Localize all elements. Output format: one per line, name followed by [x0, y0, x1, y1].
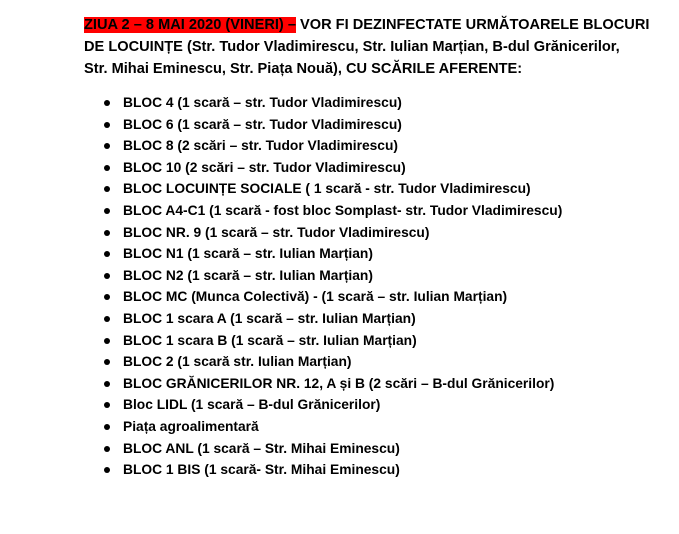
bullet-icon	[104, 165, 110, 171]
bullet-icon	[104, 316, 110, 322]
list-item-text: BLOC 1 scara B (1 scară – str. Iulian Marțian)	[123, 332, 417, 348]
list-item-text: BLOC MC (Munca Colectivă) - (1 scară – str. Iulian Marțian)	[123, 289, 508, 305]
list-item-text: Piața agroalimentară	[123, 418, 259, 434]
list-item-text: BLOC A4-C1 (1 scară - fost bloc Somplast- str. Tudor Vladimirescu)	[123, 202, 563, 218]
bullet-icon	[104, 251, 110, 257]
bullet-icon	[104, 381, 110, 387]
list-item	[0, 200, 562, 222]
list-item	[0, 308, 562, 330]
list-item-text: Bloc LIDL (1 scară – B-dul Grănicerilor)	[123, 397, 381, 413]
bullet-icon	[104, 208, 110, 214]
bullet-icon	[104, 294, 110, 300]
list-item-text: BLOC 10 (2 scări – str. Tudor Vladimirescu)	[123, 159, 406, 175]
bullet-icon	[104, 467, 110, 473]
bullet-icon	[104, 424, 110, 430]
list-item	[0, 157, 562, 179]
bullet-icon	[104, 230, 110, 236]
bullet-icon	[104, 186, 110, 192]
intro-line-1-text: VOR FI DEZINFECTATE URMĂTOARELE BLOCURI	[295, 17, 650, 33]
list-item	[0, 286, 562, 308]
list-item-text: BLOC NR. 9 (1 scară – str. Tudor Vladimirescu)	[123, 224, 430, 240]
bullet-icon	[104, 273, 110, 279]
list-item	[0, 330, 562, 352]
list-item-text: BLOC GRĂNICERILOR NR. 12, A și B (2 scări – B-dul Grănicerilor)	[123, 375, 555, 391]
intro-line-3: Str. Mihai Eminescu, Str. Piața Nouă), CU SCĂRILE AFERENTE:	[84, 61, 523, 77]
bullet-icon	[104, 100, 110, 106]
list-item	[0, 243, 562, 265]
list-item-text: BLOC 1 scara A (1 scară – str. Iulian Marțian)	[123, 310, 416, 326]
list-item-text: BLOC 6 (1 scară – str. Tudor Vladimirescu)	[123, 116, 402, 132]
list-item-text: BLOC N1 (1 scară – str. Iulian Marțian)	[123, 246, 373, 262]
list-item-text: BLOC 2 (1 scară str. Iulian Marțian)	[123, 354, 352, 370]
list-item	[0, 416, 562, 438]
list-item	[0, 135, 562, 157]
bullet-icon	[104, 143, 110, 149]
list-item-text: BLOC LOCUINȚE SOCIALE ( 1 scară - str. Tudor Vladimirescu)	[123, 181, 531, 197]
intro-line-2: DE LOCUINȚE (Str. Tudor Vladimirescu, Str. Iulian Marțian, B-dul Grănicerilor,	[84, 39, 620, 55]
list-item	[0, 222, 562, 244]
intro-paragraph	[84, 14, 664, 80]
list-item-text: BLOC 4 (1 scară – str. Tudor Vladimirescu)	[123, 95, 402, 110]
list-item	[0, 394, 562, 416]
bullet-icon	[104, 122, 110, 128]
list-item	[0, 459, 562, 481]
bullet-icon	[104, 359, 110, 365]
bullet-icon	[104, 338, 110, 344]
list-item	[0, 114, 562, 136]
list-item-text: BLOC N2 (1 scară – str. Iulian Marțian)	[123, 267, 373, 283]
list-item	[0, 438, 562, 460]
list-item	[0, 351, 562, 373]
bloc-list	[0, 92, 562, 481]
list-item	[0, 178, 562, 200]
list-item	[0, 265, 562, 287]
bullet-icon	[104, 402, 110, 408]
list-item	[0, 373, 562, 395]
list-item-text: BLOC ANL (1 scară – Str. Mihai Eminescu)	[123, 440, 400, 456]
list-item	[0, 92, 562, 114]
list-item-text: BLOC 1 BIS (1 scară- Str. Mihai Eminescu)	[123, 462, 400, 478]
intro-line-1	[84, 14, 664, 36]
date-highlight: ZIUA 2 – 8 MAI 2020 (VINERI) –	[84, 17, 296, 33]
bullet-icon	[104, 446, 110, 452]
list-item-text: BLOC 8 (2 scări – str. Tudor Vladimirescu)	[123, 138, 399, 154]
